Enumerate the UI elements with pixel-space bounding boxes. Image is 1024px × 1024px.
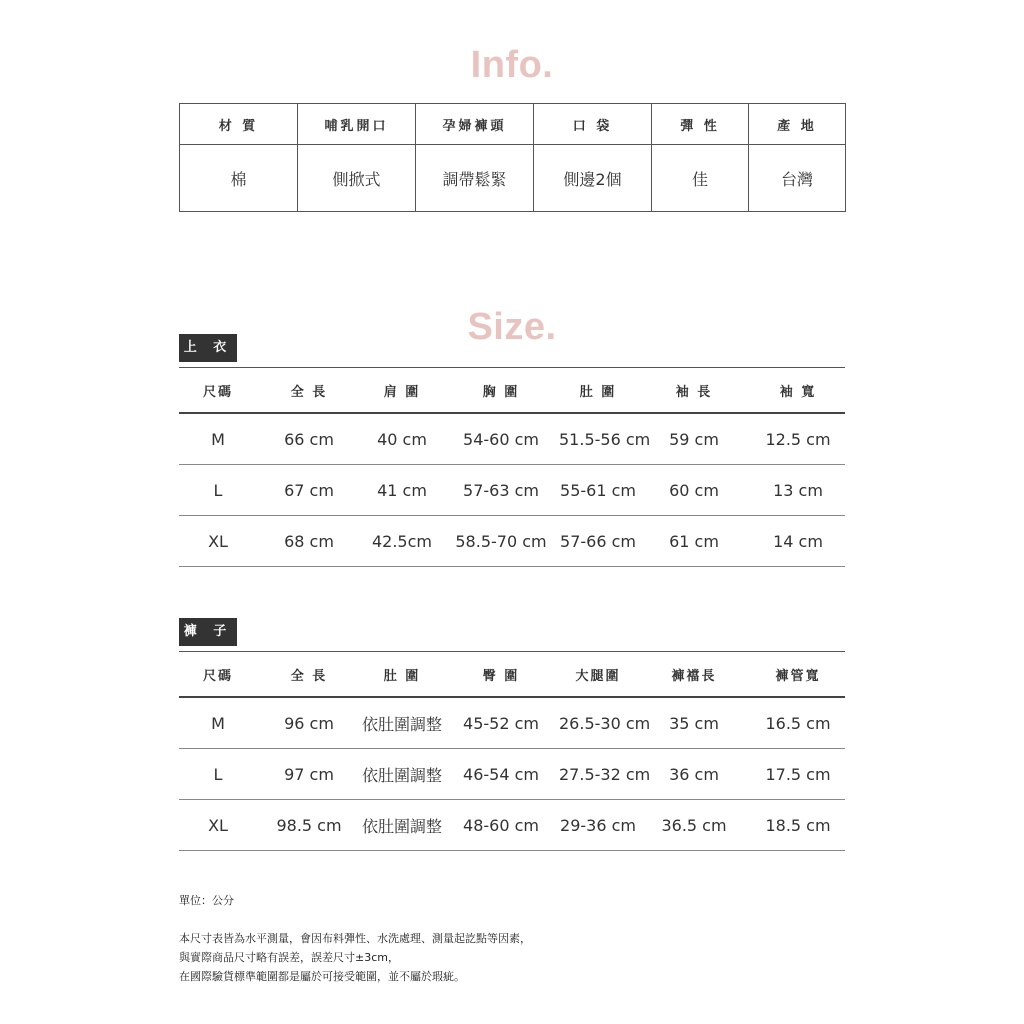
pants-header-cell: 大腿圍 (575, 668, 621, 684)
size-cell: 13 cm (773, 480, 823, 500)
info-value-cell: 側掀式 (298, 145, 416, 212)
size-cell: 59 cm (669, 429, 719, 449)
size-cell: 16.5 cm (765, 713, 831, 733)
info-value-cell: 調帶鬆緊 (416, 145, 534, 212)
top-size-table (179, 367, 845, 567)
pants-header-cell: 尺碼 (202, 668, 233, 684)
note-line: 在國際驗貨標準範圍都是屬於可接受範圍，並不屬於瑕疵。 (179, 970, 465, 983)
info-value-cell: 台灣 (749, 145, 846, 212)
pants-size-row (179, 800, 845, 851)
pants-header-cell: 全 長 (290, 668, 328, 684)
size-cell: 60 cm (669, 480, 719, 500)
pants-header-row (179, 651, 845, 698)
size-cell: 45-52 cm (463, 713, 539, 733)
pants-size-row (179, 698, 845, 749)
size-cell: 12.5 cm (765, 429, 831, 449)
info-value-row (180, 145, 846, 212)
info-header-cell: 孕婦褲頭 (416, 104, 534, 145)
info-header-cell: 產 地 (749, 104, 846, 145)
top-header-cell: 胸 圍 (482, 384, 520, 400)
size-cell: 57-63 cm (463, 480, 539, 500)
size-cell: M (211, 713, 225, 733)
size-cell: 66 cm (284, 429, 334, 449)
info-header-cell: 材 質 (180, 104, 298, 145)
info-value-cell: 側邊2個 (534, 145, 652, 212)
top-size-row (179, 516, 845, 567)
size-cell: 18.5 cm (765, 815, 831, 835)
size-cell: 依肚圍調整 (361, 765, 442, 785)
info-header-cell: 哺乳開口 (298, 104, 416, 145)
info-value-cell: 棉 (180, 145, 298, 212)
size-cell: XL (208, 531, 228, 551)
size-cell: XL (208, 815, 228, 835)
pants-header-cell: 臀 圍 (482, 668, 520, 684)
pants-header-cell: 肚 圍 (383, 668, 421, 684)
size-cell: L (213, 480, 223, 500)
size-cell: 40 cm (377, 429, 427, 449)
unit-note: 單位：公分 (179, 894, 234, 907)
note-line: 本尺寸表皆為水平測量，會因布料彈性、水洗處理、測量起訖點等因素， (179, 932, 531, 945)
size-cell: 58.5-70 cm (455, 531, 547, 551)
size-cell: 46-54 cm (463, 764, 539, 784)
size-cell: 67 cm (284, 480, 334, 500)
measurement-notes (179, 929, 531, 986)
size-cell: 29-36 cm (560, 815, 636, 835)
note-line: 與實際商品尺寸略有誤差，誤差尺寸±3cm， (179, 951, 399, 964)
top-header-cell: 袖 長 (675, 384, 713, 400)
size-cell: 依肚圍調整 (361, 816, 442, 836)
size-cell: 68 cm (284, 531, 334, 551)
size-cell: L (213, 764, 223, 784)
top-header-cell: 肩 圍 (383, 384, 421, 400)
size-cell: 51.5-56 cm (559, 429, 651, 449)
top-header-cell: 全 長 (290, 384, 328, 400)
size-cell: 14 cm (773, 531, 823, 551)
size-cell: 35 cm (669, 713, 719, 733)
pants-size-row (179, 749, 845, 800)
pants-section-tag: 褲 子 (179, 618, 237, 646)
size-cell: 36 cm (669, 764, 719, 784)
info-value-cell: 佳 (652, 145, 749, 212)
size-cell: 57-66 cm (560, 531, 636, 551)
top-header-cell: 尺碼 (202, 384, 233, 400)
info-table (179, 103, 846, 212)
top-section-tag: 上 衣 (179, 334, 237, 362)
size-cell: 42.5cm (371, 531, 432, 551)
size-cell: 61 cm (669, 531, 719, 551)
info-heading: Info. (470, 44, 554, 86)
size-cell: 依肚圍調整 (361, 714, 442, 734)
size-cell: 54-60 cm (463, 429, 539, 449)
top-header-cell: 肚 圍 (579, 384, 617, 400)
pants-header-cell: 褲管寬 (775, 668, 821, 684)
size-cell: M (211, 429, 225, 449)
info-header-cell: 口 袋 (534, 104, 652, 145)
size-cell: 96 cm (284, 713, 334, 733)
size-cell: 41 cm (377, 480, 427, 500)
size-cell: 48-60 cm (463, 815, 539, 835)
pants-header-cell: 褲襠長 (671, 668, 717, 684)
size-cell: 17.5 cm (765, 764, 831, 784)
size-cell: 27.5-32 cm (559, 764, 651, 784)
size-heading: Size. (467, 306, 557, 348)
size-cell: 55-61 cm (560, 480, 636, 500)
top-header-cell: 袖 寬 (779, 384, 817, 400)
size-cell: 26.5-30 cm (559, 713, 651, 733)
top-size-row (179, 465, 845, 516)
size-cell: 36.5 cm (661, 815, 727, 835)
size-cell: 97 cm (284, 764, 334, 784)
top-size-row (179, 414, 845, 465)
pants-size-table (179, 651, 845, 851)
top-header-row (179, 367, 845, 414)
info-header-row (180, 104, 846, 145)
info-header-cell: 彈 性 (652, 104, 749, 145)
size-cell: 98.5 cm (276, 815, 342, 835)
